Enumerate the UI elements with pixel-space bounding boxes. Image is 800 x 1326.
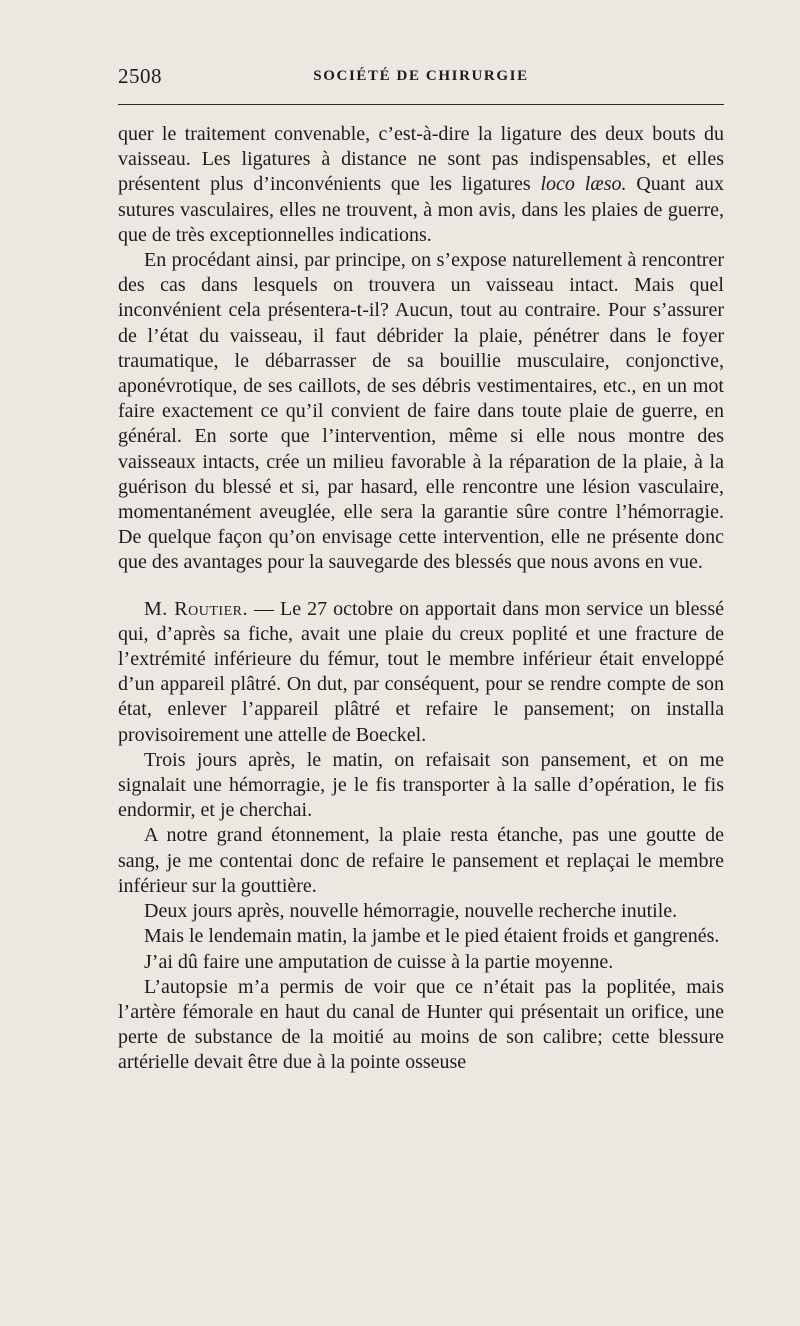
paragraph: L’autopsie m’a permis de voir que ce n’était pas la poplitée, mais l’artère fémorale en haut du canal de Hunter qui présentait un orifice, une perte de substance de la moitié au moins de son calibre; cette blessure artérielle devait être due à la pointe osseuse	[118, 975, 724, 1074]
speaker-name: M. Routier.	[144, 597, 248, 620]
paragraph: Trois jours après, le matin, on refaisait son pansement, et on me signalait une hémorragie, je le fis transporter à la salle d’opération, le fis endormir, et je cherchai.	[118, 748, 724, 822]
paragraph: A notre grand étonnement, la plaie resta étanche, pas une goutte de sang, je me contentai donc de refaire le pansement et replaçai le membre inférieur sur la gouttière.	[118, 824, 724, 897]
paragraph: Mais le lendemain matin, la jambe et le pied étaient froids et gangrenés.	[144, 925, 720, 948]
page-header	[118, 64, 724, 88]
paragraph-text: Quant aux sutures vasculaires, elles ne trouvent, à mon avis, dans les plaies de guerre, que de très exceptionnelles indications.	[118, 173, 724, 246]
paragraph-continued	[118, 122, 724, 248]
paragraph: En procédant ainsi, par principe, on s’expose naturellement à rencontrer des cas dans lesquels on trouvera un vaisseau intact. Mais quel inconvénient cela présentera-t-il? Aucun, tout au contraire. Pour s’assurer de l’état du vaisseau, il faut débrider la plaie, pénétrer dans le foyer traumatique, le débarrasser de sa bouillie musculaire, conjonctive, aponévrotique, de ses caillots, de ses débris vestimentaires, etc., en un mot faire exactement ce qu’il convient de faire dans toute plaie de guerre, en général. En sorte que l’intervention, même si elle nous montre des vaisseaux intacts, crée un milieu favorable à la réparation de la plaie, à la guérison du blessé et si, par hasard, elle rencontre une lésion vasculaire, momentanément aveuglée, elle sera la garantie sûre contre l’hémorragie. De quelque façon qu’on envisage cette intervention, elle ne présente donc que des avantages pour la sauvegarde des blessés que nous avons en vue.	[118, 249, 724, 574]
paragraph-text: — Le 27 octobre on apportait dans mon service un blessé qui, d’après sa fiche, avait une plaie du creux poplité et une fracture de l’extrémité inférieure du fémur, tout le membre inférieur était enveloppé d’un appareil plâtré. On dut, par conséquent, pour se rendre compte de son état, enlever l’appareil plâtré et refaire le pansement; on installa provisoirement une attelle de Boeckel.	[118, 597, 724, 746]
paragraph: Deux jours après, nouvelle hémorragie, nouvelle recherche inutile.	[144, 900, 678, 923]
body-text	[118, 122, 724, 1076]
page-number: 2508	[118, 64, 162, 88]
paragraph: J’ai dû faire une amputation de cuisse à la partie moyenne.	[144, 950, 614, 973]
header-rule	[118, 104, 724, 105]
paragraph-speaker	[118, 597, 724, 748]
running-head: SOCIÉTÉ DE CHIRURGIE	[313, 68, 529, 84]
latin-phrase: loco læso.	[540, 173, 627, 196]
paragraph-text: quer le traitement convenable, c’est-à-dire la ligature des deux bouts du vaisseau. Les ligatures à distance ne sont pas indispensables, et elles présentent plus d’inconvénients que les ligatures	[118, 123, 724, 196]
